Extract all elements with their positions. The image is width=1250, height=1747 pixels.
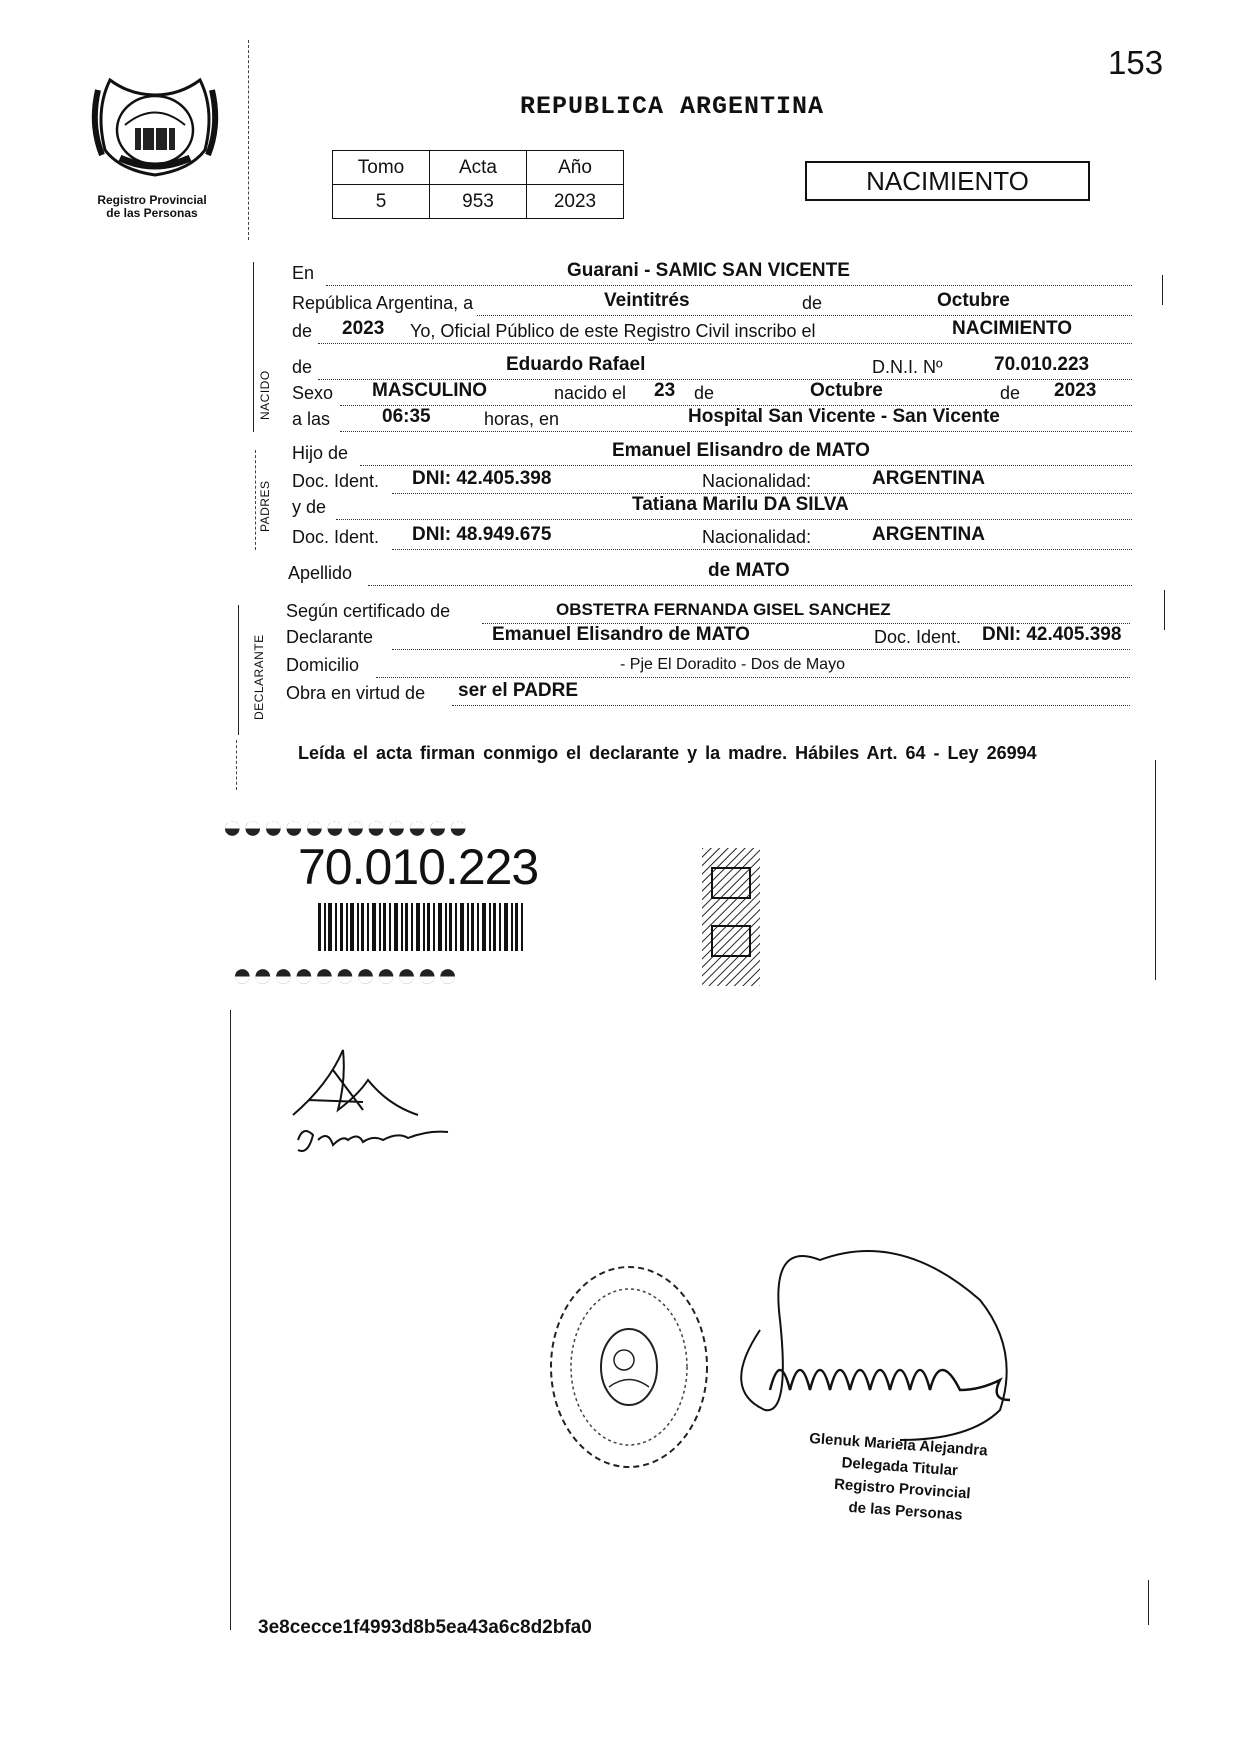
value-padre: Emanuel Elisandro de MATO (612, 440, 870, 461)
official-org-line2: de las Personas (847, 1498, 964, 1524)
label-y-de: y de (292, 497, 327, 517)
id-stamp-block (222, 808, 672, 993)
value-anio-nac: 2023 (1054, 380, 1097, 401)
label-domicilio: Domicilio (286, 655, 360, 675)
value-dni: 70.010.223 (994, 354, 1090, 375)
value-madre-nac: ARGENTINA (872, 524, 985, 545)
value-mes-inscripcion: Octubre (937, 290, 1010, 311)
seal-icon (544, 1252, 714, 1482)
mother-signature (288, 1040, 453, 1165)
label-de: de (802, 293, 823, 313)
province-seal-icon (90, 70, 220, 180)
dotted-rule (318, 343, 1132, 344)
dotted-rule (336, 519, 1132, 520)
label-sexo: Sexo (292, 383, 334, 403)
barcode-icon (318, 903, 538, 951)
dotted-rule (326, 285, 1132, 286)
label-doc-ident: Doc. Ident. (874, 627, 962, 647)
margin-line (1148, 1580, 1149, 1625)
side-label-padres: PADRES (258, 480, 272, 532)
line-padre-doc (292, 468, 1142, 496)
margin-line (248, 40, 249, 240)
label-de: de (1000, 383, 1021, 403)
official-name-block (804, 1428, 988, 1528)
line-lugar (292, 260, 1142, 288)
value-lugar: Guarani - SAMIC SAN VICENTE (567, 260, 850, 281)
label-en: En (292, 263, 315, 283)
value-madre: Tatiana Marilu DA SILVA (632, 494, 849, 515)
label-nacido-el: nacido el (554, 383, 627, 403)
registry-caption-line1: Registro Provincial (97, 193, 207, 207)
value-virtud: ser el PADRE (458, 680, 579, 701)
dotted-rule (340, 431, 1132, 432)
registry-caption-line2: de las Personas (106, 206, 198, 220)
label-a-las: a las (292, 409, 331, 429)
side-label-declarante: DECLARANTE (252, 634, 266, 720)
label-de: de (694, 383, 715, 403)
line-domicilio (286, 652, 1136, 680)
official-title: Delegada Titular (841, 1454, 959, 1480)
dotted-rule (477, 315, 1132, 316)
line-madre-doc (292, 524, 1142, 552)
registration-header-row (333, 151, 624, 185)
document-hash: 3e8cecce1f4993d8b5ea43a6c8d2bfa0 (258, 1617, 592, 1638)
margin-line (255, 450, 256, 550)
closing-statement: Leída el acta firman conmigo el declarante y la madre. Hábiles Art. 64 - Ley 26994 (298, 743, 1037, 763)
line-fecha-inscripcion (292, 290, 1142, 318)
line-certificado (286, 598, 1136, 626)
value-dia-nac: 23 (654, 380, 676, 401)
value-certificado: OBSTETRA FERNANDA GISEL SANCHEZ (556, 600, 891, 619)
value-lugar-nac: Hospital San Vicente - San Vicente (688, 406, 1000, 427)
official-seal (544, 1252, 714, 1482)
value-declarante-doc: DNI: 42.405.398 (982, 624, 1122, 645)
label-nacionalidad: Nacionalidad: (702, 527, 812, 547)
margin-line (1164, 590, 1165, 630)
official-name: Glenuk Mariela Alejandra (808, 1429, 989, 1460)
label-de: de (292, 357, 313, 377)
label-dni: D.N.I. Nº (872, 357, 943, 377)
value-apellido: de MATO (708, 560, 790, 581)
label-doc-ident: Doc. Ident. (292, 471, 380, 491)
side-label-nacido: NACIDO (258, 370, 272, 420)
label-apellido: Apellido (288, 563, 353, 583)
line-anio-inscripcion (292, 318, 1142, 346)
value-tipo: NACIMIENTO (952, 318, 1072, 339)
registry-caption (82, 194, 222, 220)
value-acta: 953 (430, 185, 527, 219)
dotted-rule (392, 649, 1130, 650)
label-oficial: Yo, Oficial Público de este Registro Civil inscribo el (410, 321, 816, 341)
label-segun: Según certificado de (286, 601, 451, 621)
margin-line (1162, 275, 1163, 305)
label-hijo-de: Hijo de (292, 443, 349, 463)
registration-value-row (333, 185, 624, 219)
line-madre (292, 494, 1142, 522)
official-org-line1: Registro Provincial (833, 1475, 972, 1503)
handwritten-signature-icon (288, 1040, 453, 1165)
value-declarante: Emanuel Elisandro de MATO (492, 624, 750, 645)
document-type-box: NACIMIENTO (805, 161, 1090, 201)
label-obra: Obra en virtud de (286, 683, 426, 703)
margin-line (1155, 760, 1156, 980)
value-anio: 2023 (527, 185, 624, 219)
registration-table (332, 150, 624, 219)
label-nacionalidad: Nacionalidad: (702, 471, 812, 491)
id-number: 70.010.223 (298, 839, 539, 895)
dotted-rule (368, 585, 1132, 586)
dotted-rule (376, 677, 1130, 678)
value-padre-doc: DNI: 42.405.398 (412, 468, 552, 489)
line-virtud (286, 680, 1136, 708)
value-domicilio: - Pje El Doradito - Dos de Mayo (620, 656, 845, 673)
value-padre-nac: ARGENTINA (872, 468, 985, 489)
line-padre (292, 440, 1142, 468)
country-title: REPUBLICA ARGENTINA (520, 92, 825, 121)
hologram-stamp (702, 848, 760, 986)
margin-line (238, 605, 239, 735)
label-republica: República Argentina, a (292, 293, 474, 313)
dotted-rule (392, 549, 1132, 550)
label-horas-en: horas, en (484, 409, 560, 429)
value-nombre: Eduardo Rafael (506, 354, 646, 375)
label-doc-ident: Doc. Ident. (292, 527, 380, 547)
line-sexo-fecha (292, 380, 1142, 408)
header-tomo: Tomo (333, 151, 430, 185)
province-logo (90, 70, 220, 180)
dotted-rule (360, 465, 1132, 466)
value-tomo: 5 (333, 185, 430, 219)
hologram-icon (702, 848, 760, 986)
value-sexo: MASCULINO (372, 380, 488, 401)
label-de: de (292, 321, 313, 341)
margin-line (253, 262, 254, 432)
value-dia-inscripcion: Veintitrés (604, 290, 690, 311)
header-anio: Año (527, 151, 624, 185)
value-mes-nac: Octubre (810, 380, 883, 401)
dotted-rule (452, 705, 1130, 706)
margin-line (236, 740, 237, 790)
line-declarante (286, 624, 1136, 652)
line-apellido (288, 560, 1138, 588)
value-anio-inscripcion: 2023 (342, 318, 385, 339)
value-madre-doc: DNI: 48.949.675 (412, 524, 552, 545)
label-declarante: Declarante (286, 627, 374, 647)
wave-pattern-top: ◒◒◒◒◒◒◒◒◒◒◒◒ (222, 808, 469, 846)
page-number: 153 (1108, 44, 1164, 81)
value-hora: 06:35 (382, 406, 431, 427)
line-nombre (292, 354, 1142, 382)
wave-pattern-bottom: ◓◓◓◓◓◓◓◓◓◓◓ (232, 956, 458, 994)
header-acta: Acta (430, 151, 527, 185)
margin-line (230, 1010, 231, 1630)
line-hora-lugar (292, 406, 1142, 434)
